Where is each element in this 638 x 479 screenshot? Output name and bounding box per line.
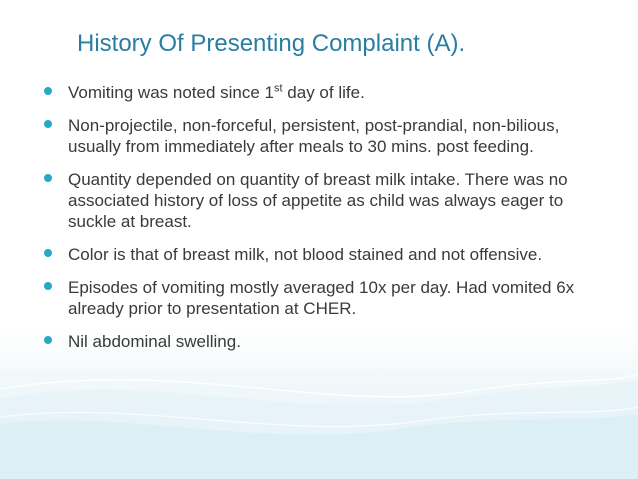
bullet-text: Nil abdominal swelling. — [68, 332, 241, 351]
bullet-item-color — [44, 244, 604, 265]
bullet-text-part: day of life. — [282, 83, 365, 102]
bullet-text — [68, 82, 604, 103]
bullet-dot-icon — [44, 282, 52, 290]
bullet-item-vomiting-onset — [44, 82, 604, 103]
bullet-item-vomiting-character — [44, 115, 604, 157]
ordinal-superscript: st — [274, 82, 283, 95]
bullet-item-quantity — [44, 169, 604, 232]
bullet-dot-icon — [44, 120, 52, 128]
bullet-list — [44, 82, 604, 364]
bullet-dot-icon — [44, 336, 52, 344]
bullet-text: Quantity depended on quantity of breast milk intake. There was no associated history of loss of appetite as child was always eager to suckle at breast. — [68, 170, 568, 231]
bullet-dot-icon — [44, 249, 52, 257]
slide-title: History Of Presenting Complaint (A). — [77, 30, 466, 57]
bullet-dot-icon — [44, 87, 52, 95]
bullet-item-abdominal-swelling — [44, 331, 604, 352]
bullet-text: Color is that of breast milk, not blood stained and not offensive. — [68, 245, 543, 264]
bullet-text-part: Vomiting was noted since 1 — [68, 83, 275, 102]
bullet-text: Episodes of vomiting mostly averaged 10x per day. Had vomited 6x already prior to presentation at CHER. — [68, 278, 575, 318]
bullet-dot-icon — [44, 174, 52, 182]
bullet-item-episodes — [44, 277, 604, 319]
bullet-text: Non-projectile, non-forceful, persistent, post-prandial, non-bilious, usually from immediately after meals to 30 mins. post feeding. — [68, 116, 560, 156]
